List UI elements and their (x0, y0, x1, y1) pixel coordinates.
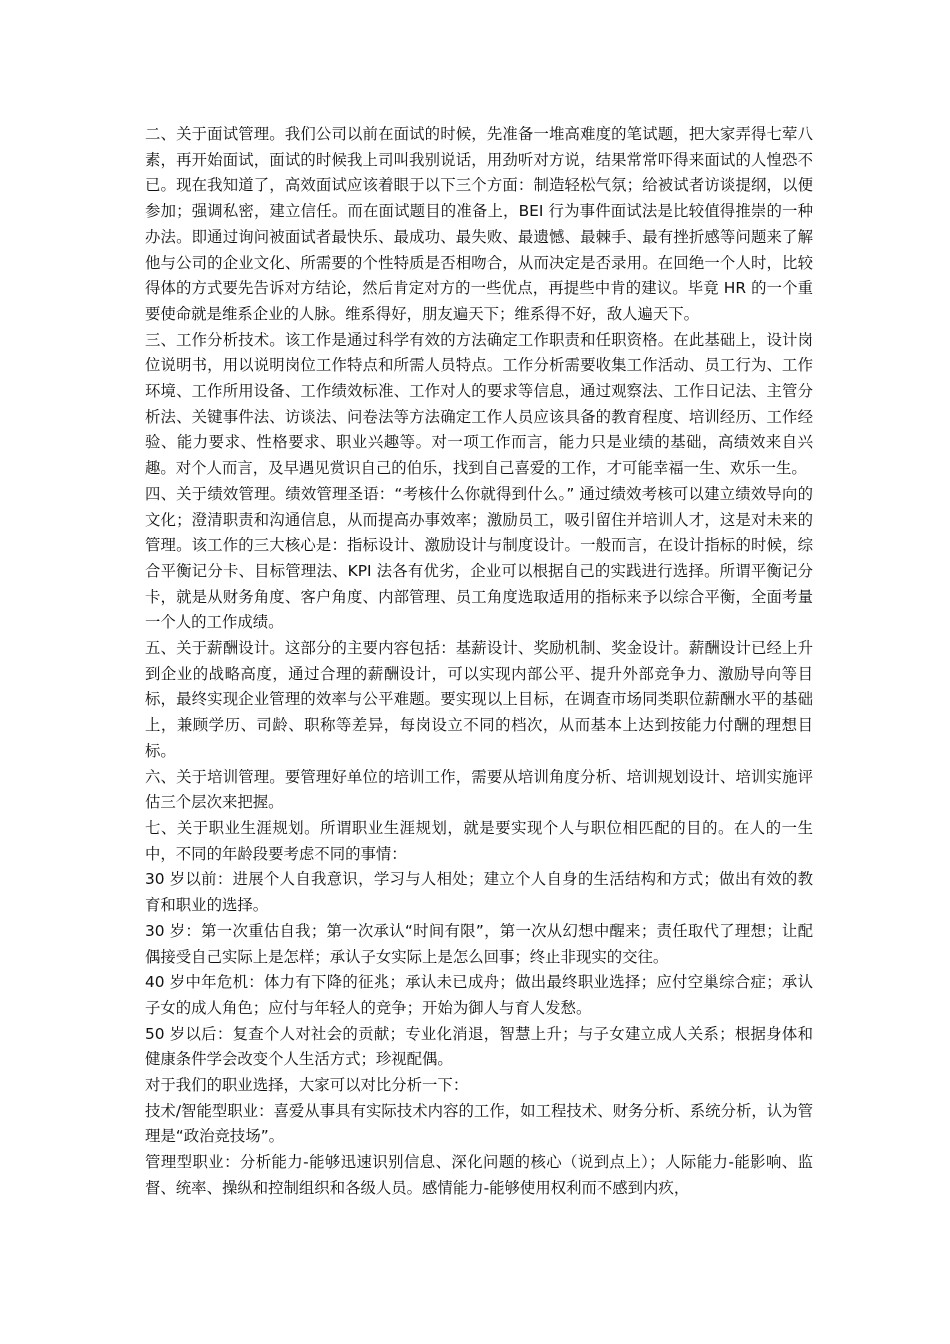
paragraph-career-choice-intro: 对于我们的职业选择，大家可以对比分析一下： (145, 1076, 469, 1095)
paragraph-training-management: 六、关于培训管理。要管理好单位的培训工作，需要从培训角度分析、培训规划设计、培训实施评估三个层次来把握。 (145, 767, 813, 812)
paragraph-management-career: 管理型职业：分析能力-能够迅速识别信息、深化问题的核心（说到点上）；人际能力-能影响、监督、统率、操纵和控制组织和各级人员。感情能力-能够使用权利而不感到内疚， (145, 1153, 813, 1197)
paragraph-job-analysis: 三、工作分析技术。该工作是通过科学有效的方法确定工作职责和任职资格。在此基础上，设计岗位说明书，用以说明岗位工作特点和所需人员特点。工作分析需要收集工作活动、员工行为、工作环境、工作所用设备、工作绩效标准、工作对人的要求等信息，通过观察法、工作日记法、主管分析法、关键事件法、访谈法、问卷法等方法确定工作人员应该具备的教育程度、培训经历、工作经验、能力要求、性格要求、职业兴趣等。对一项工作而言，能力只是业绩的基础，高绩效来自兴趣。对个人而言，及早遇见赏识自己的伯乐，找到自己喜爱的工作，才可能幸福一生、欢乐一生。 (145, 330, 813, 478)
paragraph-interview-management: 二、关于面试管理。我们公司以前在面试的时候，先准备一堆高难度的笔试题，把大家弄得七荤八素，再开始面试，面试的时候我上司叫我别说话，用劲听对方说，结果常常吓得来面试的人惶恐不已。现在我知道了，高效面试应该着眼于以下三个方面：制造轻松气氛；给被试者访谈提纲，以便参加；强调私密，建立信任。而在面试题目的准备上，BEI 行为事件面试法是比较值得推崇的一种办法。即通过询问被面试者最快乐、最成功、最失败、最遗憾、最棘手、最有挫折感等问题来了解他与公司的企业文化、所需要的个性特质是否相吻合，从而决定是否录用。在回绝一个人时，比较得体的方式要先告诉对方结论，然后肯定对方的一些优点，再提些中肯的建议。毕竟 HR 的一个重要使命就是维系企业的人脉。维系得好，朋友遍天下；维系得不好，敌人遍天下。 (145, 125, 813, 323)
paragraph-career-planning: 七、关于职业生涯规划。所谓职业生涯规划，就是要实现个人与职位相匹配的目的。在人的一生中，不同的年龄段要考虑不同的事情： (145, 818, 813, 863)
paragraph-compensation-design: 五、关于薪酬设计。这部分的主要内容包括：基薪设计、奖励机制、奖金设计。薪酬设计已经上升到企业的战略高度，通过合理的薪酬设计，可以实现内部公平、提升外部竞争力、激励导向等目标，最终实现企业管理的效率与公平难题。要实现以上目标，在调查市场同类职位薪酬水平的基础上，兼顾学历、司龄、职称等差异，每岗设立不同的档次，从而基本上达到按能力付酬的理想目标。 (145, 639, 813, 760)
paragraph-age-30: 30 岁：第一次重估自我；第一次承认“时间有限”，第一次从幻想中醒来；责任取代了理想；让配偶接受自己实际上是怎样；承认子女实际上是怎么回事；终止非现实的交往。 (145, 921, 813, 966)
paragraph-before-30: 30 岁以前：进展个人自我意识，学习与人相处；建立个人自身的生活结构和方式；做出有效的教育和职业的选择。 (145, 870, 813, 915)
paragraph-technical-career: 技术/智能型职业：喜爱从事具有实际技术内容的工作，如工程技术、财务分析、系统分析，认为管理是“政治竞技场”。 (145, 1101, 813, 1146)
paragraph-age-40: 40 岁中年危机：体力有下降的征兆；承认未已成舟；做出最终职业选择；应付空巢综合症；承认子女的成人角色；应付与年轻人的竞争；开始为御人与育人发愁。 (145, 973, 813, 1017)
paragraph-performance-management: 四、关于绩效管理。绩效管理圣语：“考核什么你就得到什么。” 通过绩效考核可以建立绩效导向的文化；澄清职责和沟通信息，从而提高办事效率；激励员工，吸引留住并培训人才，这是对未来的管理。该工作的三大核心是：指标设计、激励设计与制度设计。一般而言，在设计指标的时候，综合平衡记分卡、目标管理法、KPI 法各有优劣，企业可以根据自己的实践进行选择。所谓平衡记分卡，就是从财务角度、客户角度、内部管理、员工角度选取适用的指标来予以综合平衡，全面考量一个人的工作成绩。 (145, 484, 813, 632)
document-body (145, 122, 813, 1202)
paragraph-after-50: 50 岁以后：复查个人对社会的贡献；专业化消退，智慧上升；与子女建立成人关系；根据身体和健康条件学会改变个人生活方式；珍视配偶。 (145, 1024, 813, 1069)
